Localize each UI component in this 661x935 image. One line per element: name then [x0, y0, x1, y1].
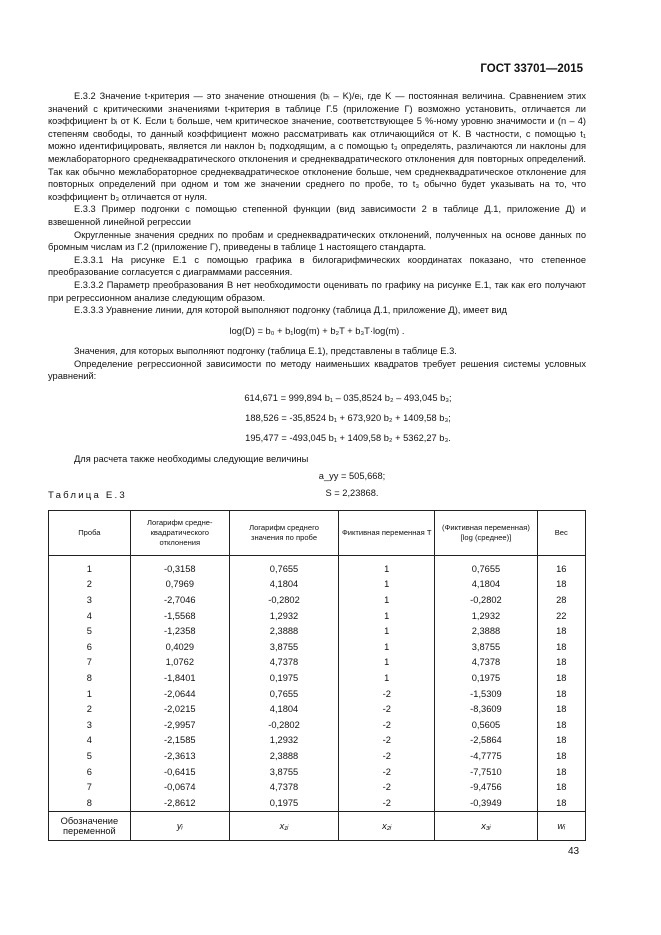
- cell-log-sd: -2,8612: [130, 795, 229, 811]
- cell-log-mean: 2,3888: [229, 748, 338, 764]
- cell-log-sd: -1,8401: [130, 670, 229, 686]
- equation-1: 614,671 = 999,894 b₁ – 035,8524 b₂ – 493,045 b₃;: [244, 393, 452, 404]
- cell-dummy-log: -0,2802: [435, 592, 537, 608]
- cell-log-mean: 3,8755: [229, 764, 338, 780]
- cell-dummy-t: 1: [339, 577, 435, 593]
- table-row: [49, 701, 586, 717]
- cell-log-mean: -0,2802: [229, 592, 338, 608]
- cell-dummy-log: 0,7655: [435, 556, 537, 577]
- cell-dummy-t: 1: [339, 655, 435, 671]
- cell-log-mean: -0,2802: [229, 717, 338, 733]
- cell-sample: 1: [49, 686, 131, 702]
- paragraph-e332: Е.3.3.2 Параметр преобразования B нет необходимости оценивать по графику на рисунке Е.1, так как его получают при регрессионном анализе следующим образом.: [48, 279, 586, 303]
- cell-dummy-t: -2: [339, 779, 435, 795]
- cell-weight: 18: [537, 655, 585, 671]
- cell-dummy-t: 1: [339, 639, 435, 655]
- table-row: [49, 779, 586, 795]
- table-caption: Таблица Е.3: [48, 490, 127, 501]
- cell-dummy-t: -2: [339, 717, 435, 733]
- cell-sample: 6: [49, 764, 131, 780]
- cell-dummy-log: -7,7510: [435, 764, 537, 780]
- table-row: [49, 670, 586, 686]
- cell-log-sd: -0,0674: [130, 779, 229, 795]
- cell-log-sd: 1,0762: [130, 655, 229, 671]
- cell-dummy-log: -2,5864: [435, 733, 537, 749]
- cell-weight: 18: [537, 623, 585, 639]
- cell-weight: 18: [537, 779, 585, 795]
- cell-dummy-log: -8,3609: [435, 701, 537, 717]
- cell-dummy-log: 4,7378: [435, 655, 537, 671]
- value-ayy: a_yy = 505,668;: [318, 470, 386, 481]
- cell-dummy-log: 1,2932: [435, 608, 537, 624]
- standard-header: ГОСТ 33701—2015: [480, 63, 583, 75]
- cell-sample: 8: [49, 795, 131, 811]
- cell-dummy-t: -2: [339, 795, 435, 811]
- cell-log-sd: 0,7969: [130, 577, 229, 593]
- table-row: [49, 655, 586, 671]
- cell-sample: 1: [49, 556, 131, 577]
- cell-weight: 18: [537, 686, 585, 702]
- paragraph-needed: Для расчета также необходимы следующие величины: [74, 454, 309, 465]
- col-header-dummy-log: (Фиктивная переменная) [log (среднее)]: [435, 511, 537, 556]
- designation-label: Обозначение переменной: [49, 811, 131, 840]
- cell-sample: 3: [49, 592, 131, 608]
- cell-log-sd: -2,7046: [130, 592, 229, 608]
- col-header-weight: Вес: [537, 511, 585, 556]
- cell-log-mean: 4,1804: [229, 577, 338, 593]
- cell-weight: 16: [537, 556, 585, 577]
- cell-dummy-t: 1: [339, 556, 435, 577]
- equation-2: 188,526 = -35,8524 b₁ + 673,920 b₂ + 1409,58 b₃;: [245, 413, 451, 424]
- cell-sample: 3: [49, 717, 131, 733]
- equation-system: [48, 388, 586, 448]
- cell-dummy-t: -2: [339, 764, 435, 780]
- table-row: [49, 623, 586, 639]
- paragraph-regression: Определение регрессионной зависимости по методу наименьших квадратов требует решения системы условных уравнений:: [48, 358, 586, 382]
- cell-dummy-t: -2: [339, 733, 435, 749]
- paragraph-e333: Е.3.3.3 Уравнение линии, для которой выполняют подгонку (таблица Д.1, приложение Д), имеет вид: [74, 305, 507, 316]
- cell-weight: 18: [537, 748, 585, 764]
- cell-log-sd: -0,3158: [130, 556, 229, 577]
- cell-dummy-log: -4,7775: [435, 748, 537, 764]
- col-header-log-mean: Логарифм среднего значения по пробе: [229, 511, 338, 556]
- equation-3: 195,477 = -493,045 b₁ + 1409,58 b₂ + 5362,27 b₃.: [245, 433, 451, 444]
- table-row: [49, 764, 586, 780]
- col-header-dummy-t: Фиктивная переменная T: [339, 511, 435, 556]
- cell-log-sd: 0,4029: [130, 639, 229, 655]
- cell-weight: 18: [537, 764, 585, 780]
- paragraph-e331: Е.3.3.1 На рисунке Е.1 с помощью графика в билогарифмических координатах показано, что степенное преобразование согласуется с диаграммами рассеяния.: [48, 254, 586, 278]
- designation-symbol: x₃ᵢ: [435, 811, 537, 840]
- cell-sample: 2: [49, 577, 131, 593]
- table-body: [49, 556, 586, 841]
- cell-sample: 6: [49, 639, 131, 655]
- cell-dummy-log: -9,4756: [435, 779, 537, 795]
- table-row: [49, 717, 586, 733]
- cell-weight: 18: [537, 717, 585, 733]
- cell-weight: 22: [537, 608, 585, 624]
- cell-dummy-log: -1,5309: [435, 686, 537, 702]
- cell-sample: 4: [49, 608, 131, 624]
- cell-weight: 18: [537, 733, 585, 749]
- page-number: 43: [568, 846, 580, 857]
- formula-main: log(D) = b₀ + b₁log(m) + b₂T + b₃T·log(m) .: [229, 325, 405, 336]
- table-row: [49, 592, 586, 608]
- cell-weight: 18: [537, 577, 585, 593]
- cell-sample: 8: [49, 670, 131, 686]
- cell-weight: 28: [537, 592, 585, 608]
- cell-log-sd: -0,6415: [130, 764, 229, 780]
- cell-weight: 18: [537, 795, 585, 811]
- col-header-sample: Проба: [49, 511, 131, 556]
- cell-dummy-t: 1: [339, 670, 435, 686]
- cell-log-mean: 0,7655: [229, 556, 338, 577]
- cell-log-sd: -2,0215: [130, 701, 229, 717]
- cell-sample: 5: [49, 748, 131, 764]
- designation-row: [49, 811, 586, 840]
- paragraph-example: Е.3.3 Пример подгонки с помощью степенной функции (вид зависимости 2 в таблице Д.1, приложение Д) и взвешенной линейной регрессии: [48, 204, 586, 227]
- cell-sample: 5: [49, 623, 131, 639]
- table-header-row: [49, 511, 586, 556]
- cell-dummy-t: 1: [339, 592, 435, 608]
- cell-log-sd: -1,2358: [130, 623, 229, 639]
- cell-sample: 7: [49, 779, 131, 795]
- cell-log-mean: 0,1975: [229, 795, 338, 811]
- designation-symbol: wᵢ: [537, 811, 585, 840]
- table-row: [49, 748, 586, 764]
- cell-dummy-t: -2: [339, 748, 435, 764]
- data-table: [48, 510, 586, 841]
- cell-log-mean: 0,7655: [229, 686, 338, 702]
- cell-dummy-log: 2,3888: [435, 623, 537, 639]
- table-row: [49, 686, 586, 702]
- cell-dummy-log: 0,5605: [435, 717, 537, 733]
- cell-log-mean: 1,2932: [229, 608, 338, 624]
- extra-values: [48, 468, 586, 502]
- cell-log-mean: 1,2932: [229, 733, 338, 749]
- col-header-log-sd: Логарифм среднеквадратического отклонения: [130, 511, 229, 556]
- cell-weight: 18: [537, 701, 585, 717]
- table-row: [49, 556, 586, 577]
- table-row: [49, 639, 586, 655]
- cell-dummy-log: 0,1975: [435, 670, 537, 686]
- cell-dummy-log: 4,1804: [435, 577, 537, 593]
- paragraph-values: Значения, для которых выполняют подгонку (таблица Е.1), представлены в таблице Е.3.: [74, 346, 457, 357]
- cell-log-sd: -2,3613: [130, 748, 229, 764]
- value-s: S = 2,23868.: [325, 487, 379, 498]
- cell-log-sd: -2,9957: [130, 717, 229, 733]
- cell-weight: 18: [537, 639, 585, 655]
- cell-log-sd: -2,0644: [130, 686, 229, 702]
- table-row: [49, 733, 586, 749]
- cell-dummy-t: -2: [339, 701, 435, 717]
- cell-sample: 4: [49, 733, 131, 749]
- cell-dummy-log: -0,3949: [435, 795, 537, 811]
- paragraph-rounded: Округленные значения средних по пробам и среднеквадратических отклонений, полученных на основе данных по бромным числам из Г.2 (приложение Г), приведены в таблице 1 настоящего стандарта.: [48, 229, 586, 253]
- cell-log-mean: 2,3888: [229, 623, 338, 639]
- cell-log-sd: -1,5568: [130, 608, 229, 624]
- cell-log-mean: 0,1975: [229, 670, 338, 686]
- cell-dummy-t: 1: [339, 623, 435, 639]
- cell-log-mean: 4,7378: [229, 655, 338, 671]
- cell-dummy-t: -2: [339, 686, 435, 702]
- cell-log-mean: 4,1804: [229, 701, 338, 717]
- cell-log-mean: 4,7378: [229, 779, 338, 795]
- cell-sample: 2: [49, 701, 131, 717]
- cell-weight: 18: [537, 670, 585, 686]
- cell-log-sd: -2,1585: [130, 733, 229, 749]
- paragraph-t-criterion: Е.3.2 Значение t-критерия — это значение отношения (bᵢ – K)/eᵢ, где K — постоянная величина. Сравнением этих значений с критическими значениями t-критерия в таблице Г.5 (приложение Г) возможно установить, отличается ли коэффициент bᵢ от K. Если tᵢ больше, чем критическое значение, соответствующее 5 %-ному уровню значимости и (n – 4) степеням свободы, то данный коэффициент можно рассматривать как отличающийся от K. В частности, с помощью t₁ можно идентифицировать, является ли наклон b₁ подходящим, а с помощью t₃ определять, различаются ли наклоны для межлабораторного среднеквадратического отклонения и среднеквадратического отклонения для повторных определений. Так как обычно межлабораторное среднеквадратическое отклонение больше, чем среднеквадратическое отклонение для повторных определений при одном и том же значении среднего по пробе, то t₃ обычно будет указывать на то, что коэффициент b₃ отличается от нуля.: [48, 91, 586, 202]
- designation-symbol: yᵢ: [130, 811, 229, 840]
- designation-symbol: x₁ᵢ: [229, 811, 338, 840]
- table-row: [49, 608, 586, 624]
- cell-log-mean: 3,8755: [229, 639, 338, 655]
- cell-dummy-t: 1: [339, 608, 435, 624]
- cell-sample: 7: [49, 655, 131, 671]
- table-row: [49, 795, 586, 811]
- designation-symbol: x₂ᵢ: [339, 811, 435, 840]
- table-row: [49, 577, 586, 593]
- cell-dummy-log: 3,8755: [435, 639, 537, 655]
- text-body: [48, 90, 586, 504]
